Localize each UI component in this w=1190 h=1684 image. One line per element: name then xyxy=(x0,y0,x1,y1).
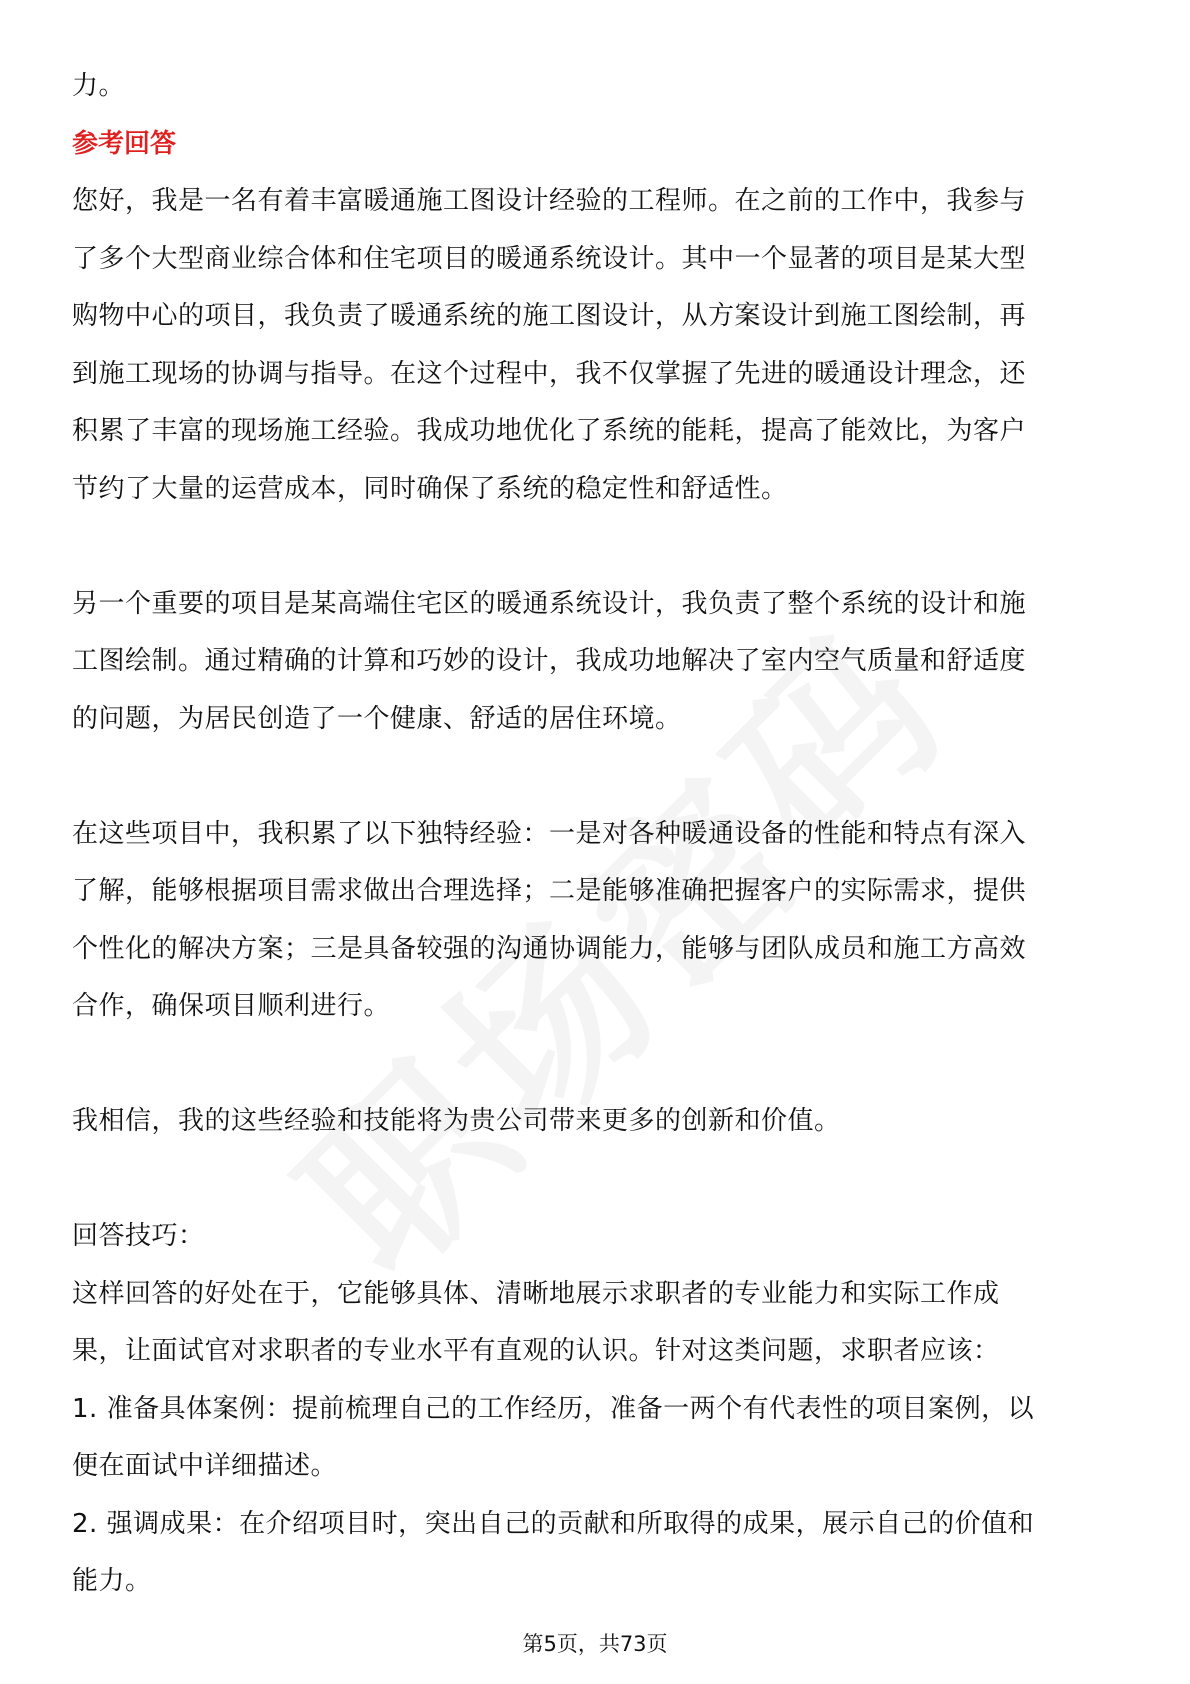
text-line: 您好，我是一名有着丰富暖通施工图设计经验的工程师。在之前的工作中，我参与 xyxy=(72,186,1027,216)
text-line: 的问题，为居民创造了一个健康、舒适的居住环境。 xyxy=(72,703,682,734)
text-line: 能力。 xyxy=(72,1566,152,1596)
text-line: 工图绘制。通过精确的计算和巧妙的设计，我成功地解决了室内空气质量和舒适度 xyxy=(72,646,1027,676)
text-line: 了解，能够根据项目需求做出合理选择；二是能够准确把握客户的实际需求，提供 xyxy=(72,876,1027,906)
spacer xyxy=(72,1151,1120,1209)
spacer xyxy=(72,518,1120,576)
text-line: 节约了大量的运营成本，同时确保了系统的稳定性和舒适性。 xyxy=(72,473,788,504)
spacer xyxy=(72,748,1120,806)
text-line: 这样回答的好处在于，它能够具体、清晰地展示求职者的专业能力和实际工作成 xyxy=(72,1278,1000,1309)
answer-heading: 参考回答 xyxy=(72,128,177,159)
tips-body xyxy=(72,1266,1120,1611)
text-line: 到施工现场的协调与指导。在这个过程中，我不仅掌握了先进的暖通设计理念，还 xyxy=(72,358,1027,389)
page-content xyxy=(72,58,1120,1611)
paragraph-1 xyxy=(72,173,1120,518)
paragraph-4 xyxy=(72,1093,1120,1151)
text-line: 力。 xyxy=(72,71,126,101)
text-line: 了多个大型商业综合体和住宅项目的暖通系统设计。其中一个显著的项目是某大型 xyxy=(72,243,1027,274)
spacer xyxy=(72,1036,1120,1094)
text-line: 1. 准备具体案例：提前梳理自己的工作经历，准备一两个有代表性的项目案例，以 xyxy=(72,1393,1035,1424)
text-line: 积累了丰富的现场施工经验。我成功地优化了系统的能耗，提高了能效比，为客户 xyxy=(72,416,1027,446)
paragraph-2 xyxy=(72,576,1120,749)
text-line: 果，让面试官对求职者的专业水平有直观的认识。针对这类问题，求职者应该： xyxy=(72,1336,1000,1366)
page-number: 第5页，共73页 xyxy=(522,1632,668,1656)
text-line: 我相信，我的这些经验和技能将为贵公司带来更多的创新和价值。 xyxy=(72,1106,841,1136)
text-line: 在这些项目中，我积累了以下独特经验：一是对各种暖通设备的性能和特点有深入 xyxy=(72,818,1027,849)
paragraph-3 xyxy=(72,806,1120,1036)
text-line: 个性化的解决方案；三是具备较强的沟通协调能力，能够与团队成员和施工方高效 xyxy=(72,933,1027,964)
tips-heading: 回答技巧： xyxy=(72,1221,205,1251)
text-line: 便在面试中详细描述。 xyxy=(72,1451,338,1481)
text-line: 合作，确保项目顺利进行。 xyxy=(72,991,391,1021)
text-line: 2. 强调成果：在介绍项目时，突出自己的贡献和所取得的成果，展示自己的价值和 xyxy=(72,1508,1035,1539)
text-line: 另一个重要的项目是某高端住宅区的暖通系统设计，我负责了整个系统的设计和施 xyxy=(72,588,1027,619)
text-line: 购物中心的项目，我负责了暖通系统的施工图设计，从方案设计到施工图绘制，再 xyxy=(72,301,1027,331)
